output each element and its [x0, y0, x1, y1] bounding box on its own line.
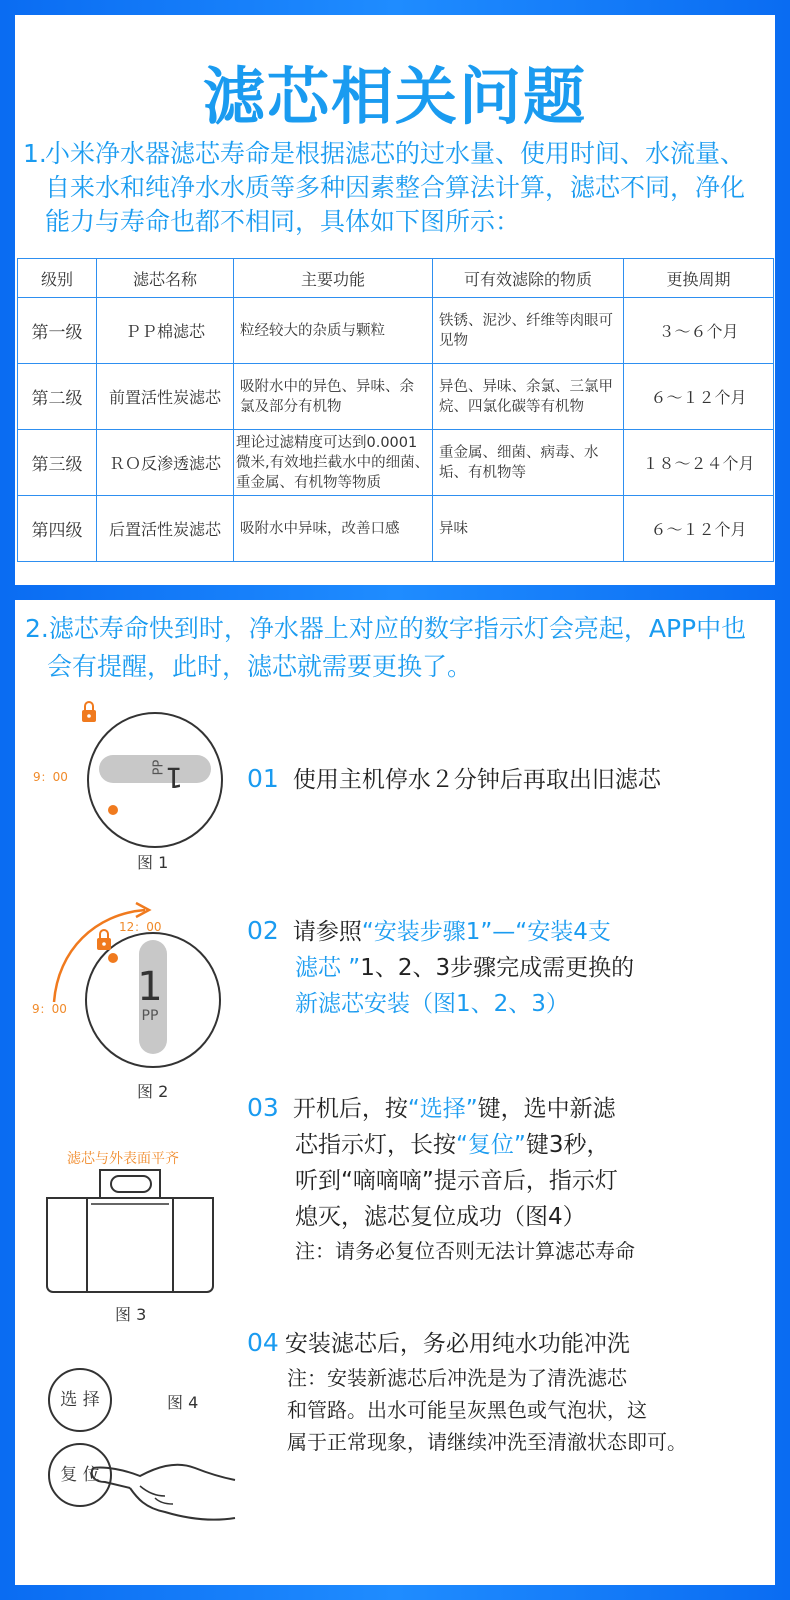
- cell-name: ＰＰ棉滤芯: [97, 298, 234, 364]
- step-2-text-a: 请参照: [292, 919, 362, 945]
- cell-level: 第一级: [18, 298, 97, 364]
- table-row: [18, 496, 774, 562]
- table-row: [18, 298, 774, 364]
- step-3-text-c: 芯指示灯，长按: [295, 1132, 456, 1158]
- cell-function: 粒经较大的杂质与颗粒: [234, 298, 433, 364]
- step-3-line-4: 熄灭，滤芯复位成功（图4）: [295, 1204, 586, 1230]
- fig3-label: 滤芯与外表面平齐: [67, 1151, 179, 1167]
- step-2-number: 02: [247, 916, 279, 945]
- header-function: 主要功能: [234, 259, 433, 298]
- fig2-digit: 1: [137, 964, 163, 1010]
- step-3-highlight-a: “选择”: [407, 1096, 478, 1122]
- section2-title: [25, 610, 765, 686]
- fig2-tag: PP: [141, 1008, 159, 1024]
- section2-title-line-2: 会有提醒，此时，滤芯就需要更换了。: [47, 652, 473, 681]
- step-2-highlight-c: 新滤芯安装（图1、2、3）: [295, 991, 569, 1017]
- step-3-note: 注：请务必复位否则无法计算滤芯寿命: [295, 1239, 635, 1263]
- fig2-time-top: 12：00: [119, 920, 162, 934]
- cell-cycle: ６～１２个月: [624, 496, 774, 562]
- cell-removes: 铁锈、泥沙、纤维等肉眼可见物: [433, 298, 624, 364]
- cell-function: 理论过滤精度可达到0.0001微米,有效地拦截水中的细菌、重金属、有机物等物质: [234, 430, 433, 496]
- cell-removes: 异色、异味、余氯、三氯甲烷、四氯化碳等有机物: [433, 364, 624, 430]
- filter-info-panel: [15, 15, 775, 585]
- table-row: [18, 364, 774, 430]
- step-1-text: 使用主机停水２分钟后再取出旧滤芯: [292, 767, 661, 793]
- cell-name: ＲＯ反渗透滤芯: [97, 430, 234, 496]
- cell-level: 第二级: [18, 364, 97, 430]
- cell-function: 吸附水中异味，改善口感: [234, 496, 433, 562]
- fig1-time: 9：00: [33, 770, 68, 784]
- cell-removes: 重金属、细菌、病毒、水垢、有机物等: [433, 430, 624, 496]
- cell-cycle: １８～２４个月: [624, 430, 774, 496]
- fig3-caption: 图 3: [115, 1305, 147, 1324]
- header-level: 级别: [18, 259, 97, 298]
- step-3-text-b: 键，选中新滤: [477, 1096, 616, 1122]
- intro-line-2: 自来水和纯净水水质等多种因素整合算法计算，滤芯不同，净化: [45, 173, 746, 202]
- step-4-note-1: 注：安装新滤芯后冲洗是为了清洗滤芯: [287, 1366, 627, 1390]
- filter-table: [17, 258, 774, 582]
- table-spacer: [18, 562, 774, 582]
- step-4-note-3: 属于正常现象，请继续冲洗至清澈状态即可。: [287, 1430, 687, 1454]
- cell-level: 第四级: [18, 496, 97, 562]
- intro-number: 1.: [23, 139, 47, 168]
- page-title: 滤芯相关问题: [202, 60, 587, 133]
- replacement-guide-panel: [15, 600, 775, 1585]
- filter-flush-illustration: [45, 1168, 225, 1298]
- step-3-text-d: 键3秒，: [525, 1132, 610, 1158]
- step-3-highlight-b: “复位”: [456, 1132, 526, 1158]
- select-button-illustration: 选 择: [48, 1368, 112, 1432]
- fig1-caption: 图 1: [137, 853, 169, 872]
- intro-line-3: 能力与寿命也都不相同，具体如下图所示：: [45, 207, 521, 236]
- fig1-digit: 1: [165, 761, 183, 794]
- fig4-caption: 图 4: [167, 1393, 199, 1412]
- section2-title-line-1: 2.滤芯寿命快到时，净水器上对应的数字指示灯会亮起，APP中也: [25, 614, 747, 643]
- step-3-number: 03: [247, 1093, 279, 1122]
- step-2: [247, 913, 767, 1022]
- table-header-row: [18, 259, 774, 298]
- header-removes: 可有效滤除的物质: [433, 259, 624, 298]
- header-name: 滤芯名称: [97, 259, 234, 298]
- intro-line-1: 小米净水器滤芯寿命是根据滤芯的过水量、使用时间、水流量、: [45, 139, 746, 168]
- fig2-time-left: 9：00: [32, 1002, 67, 1016]
- reset-button-illustration: 复 位: [48, 1443, 112, 1507]
- cell-name: 前置活性炭滤芯: [97, 364, 234, 430]
- cell-level: 第三级: [18, 430, 97, 496]
- cell-cycle: ３～６个月: [624, 298, 774, 364]
- header-cycle: 更换周期: [624, 259, 774, 298]
- step-3-text-a: 开机后，按: [292, 1096, 408, 1122]
- step-2-highlight-a: “安装步骤1”—“安装4支: [361, 919, 611, 945]
- step-4-number: 04: [247, 1328, 279, 1357]
- table-row: [18, 430, 774, 496]
- hand-press-icon: [85, 1438, 245, 1528]
- step-1: [247, 761, 767, 798]
- step-3-line-3: 听到“嘀嘀嘀”提示音后，指示灯: [295, 1168, 618, 1194]
- fig1-tag: PP: [151, 759, 167, 776]
- step-2-highlight-b: 滤芯 ”: [295, 955, 361, 981]
- intro-text: [23, 137, 773, 239]
- step-4-text: 安装滤芯后，务必用纯水功能冲洗: [284, 1331, 630, 1357]
- step-2-text-b: 1、2、3步骤完成需更换的: [360, 955, 635, 981]
- cell-name: 后置活性炭滤芯: [97, 496, 234, 562]
- step-4-note-2: 和管路。出水可能呈灰黑色或气泡状，这: [287, 1398, 647, 1422]
- cell-cycle: ６～１２个月: [624, 364, 774, 430]
- step-1-number: 01: [247, 764, 279, 793]
- cell-function: 吸附水中的异色、异味、余氯及部分有机物: [234, 364, 433, 430]
- cell-removes: 异味: [433, 496, 624, 562]
- table-spacer-row: [18, 562, 774, 582]
- step-3: [247, 1090, 767, 1267]
- fig2-caption: 图 2: [137, 1082, 169, 1101]
- step-4: [247, 1325, 767, 1458]
